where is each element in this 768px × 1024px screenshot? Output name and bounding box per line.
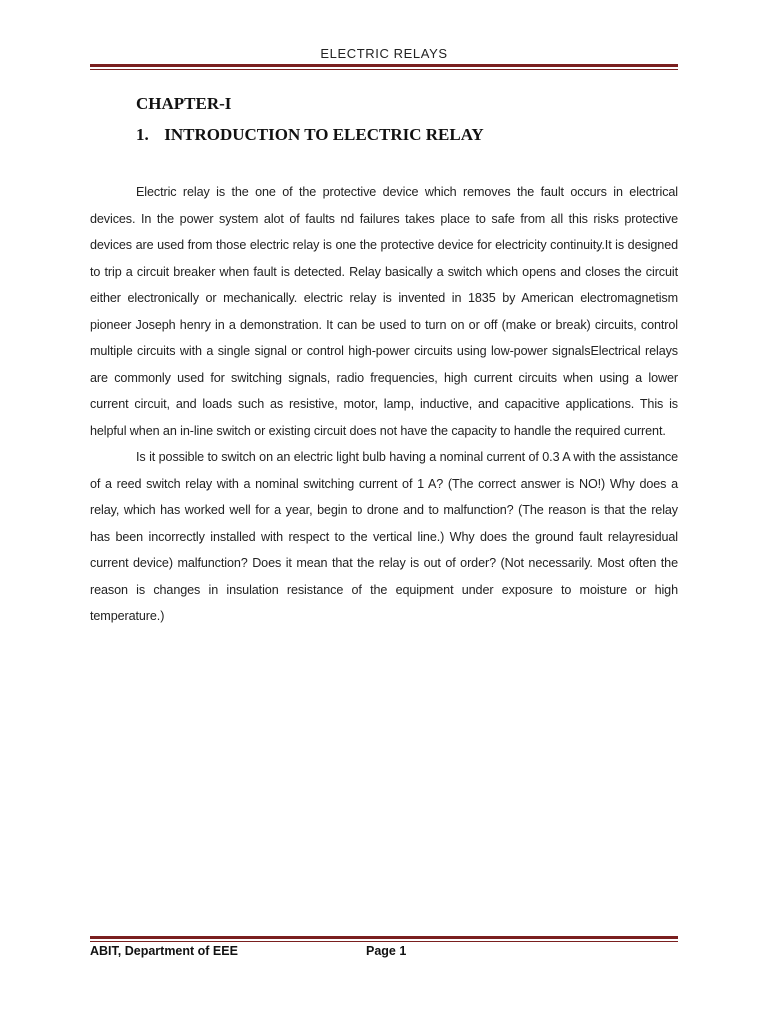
footer-rule-thick xyxy=(90,936,678,939)
chapter-label: CHAPTER-I xyxy=(136,94,232,113)
section-title: INTRODUCTION TO ELECTRIC RELAY xyxy=(164,125,484,144)
section-heading xyxy=(136,125,484,145)
running-header: ELECTRIC RELAYS xyxy=(320,46,448,61)
footer-rule-thin xyxy=(90,941,678,942)
header-rule-thick xyxy=(90,64,678,67)
footer-rule xyxy=(90,936,678,942)
header-rule-thin xyxy=(90,69,678,70)
footer-department: ABIT, Department of EEE xyxy=(90,944,238,958)
paragraph-2: Is it possible to switch on an electric light bulb having a nominal current of 0.3 A with the assistance of a reed switch relay with a nominal switching current of 1 A? (The correct answer is NO!) Why does a relay, which has worked well for a year, begin to drone and to malfunction? (The reason is that the relay has been incorrectly installed with respect to the vertical line.) Why does the ground fault relayresidual current device) malfunction? Does it mean that the relay is out of order? (Not necessarily. Most often the reason is changes in insulation resistance of the equipment under exposure to moisture or high temperature.) xyxy=(90,450,678,623)
body-text xyxy=(90,179,678,630)
paragraph-1: Electric relay is the one of the protective device which removes the fault occurs in electrical devices. In the power system alot of faults nd failures takes place to safe from all this risks protective devices are used from those electric relay is one the protective device for electricity continuity.It is designed to trip a circuit breaker when fault is detected. Relay basically a switch which opens and closes the circuit either electronically or mechanically. electric relay is invented in 1835 by American electromagnetism pioneer Joseph henry in a demonstration. It can be used to turn on or off (make or break) circuits, control multiple circuits with a single signal or control high-power circuits using low-power signalsElectrical relays are commonly used for switching signals, radio frequencies, high current circuits when using a lower current circuit, and loads such as resistive, motor, lamp, inductive, and capacitive applications. This is helpful when an in-line switch or existing circuit does not have the capacity to handle the required current. xyxy=(90,185,678,438)
header-rule xyxy=(90,64,678,70)
page-number: Page 1 xyxy=(366,944,407,958)
section-number: 1. xyxy=(136,125,149,144)
